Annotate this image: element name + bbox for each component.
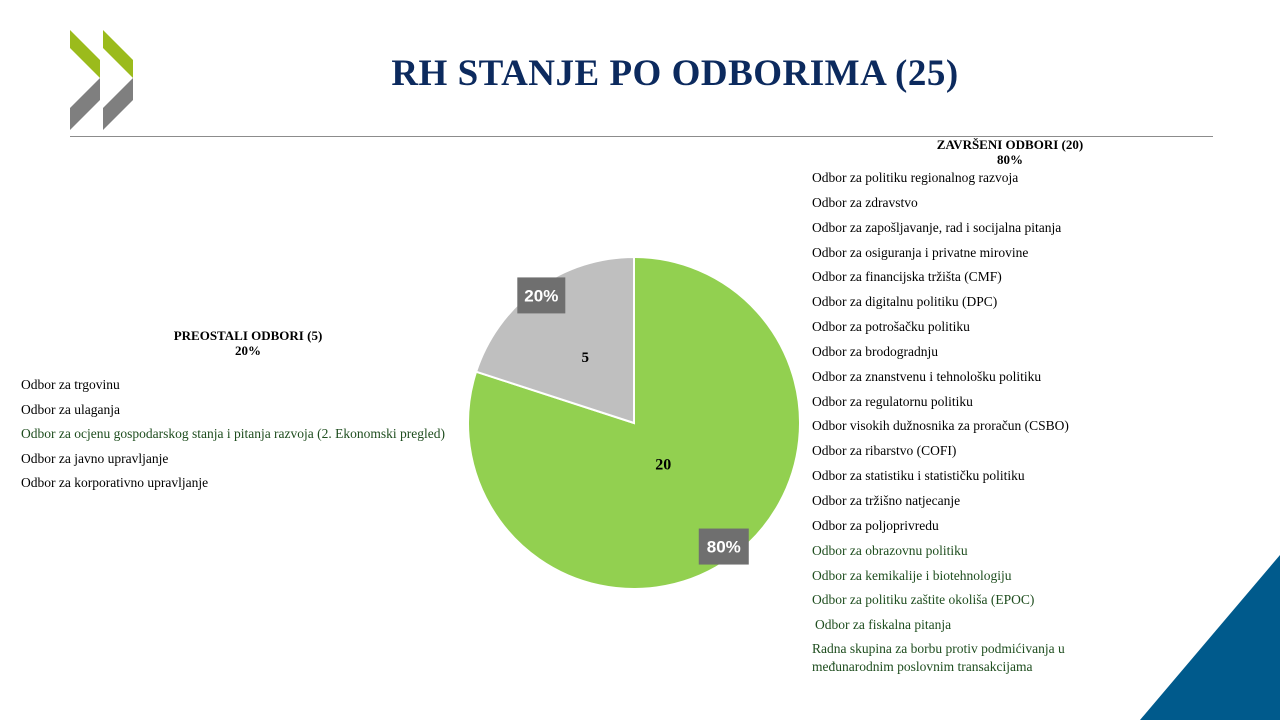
list-item: Odbor za znanstvenu i tehnološku politiku	[812, 368, 1042, 384]
corner-decoration	[1140, 555, 1280, 720]
remaining-heading-label: PREOSTALI ODBORI (5)	[173, 328, 323, 343]
list-item: Odbor za fiskalna pitanja	[815, 617, 952, 633]
list-item: Odbor za regulatornu politiku	[812, 393, 973, 409]
list-item: Odbor visokih dužnosnika za proračun (CSBO)	[812, 418, 1069, 434]
list-item: Odbor za trgovinu	[21, 377, 120, 392]
list-item: Odbor za obrazovnu politiku	[812, 542, 968, 558]
remaining-heading-percent: 20%	[235, 343, 261, 358]
logo-chevron-gray-2	[103, 78, 133, 130]
pie-chart	[440, 235, 840, 615]
logo-chevron-gray-1	[70, 78, 100, 130]
list-item: Odbor za statistiku i statističku politiku	[812, 468, 1025, 484]
corner-triangle	[1140, 555, 1280, 720]
list-item: Odbor za potrošačku politiku	[812, 319, 970, 335]
list-item: Odbor za ribarstvo (COFI)	[812, 443, 957, 459]
list-item: Odbor za digitalnu politiku (DPC)	[812, 294, 998, 310]
list-item: Odbor za zapošljavanje, rad i socijalna pitanja	[812, 219, 1062, 235]
completed-heading-label: ZAVRŠENI ODBORI (20)	[936, 137, 1084, 152]
list-item: Odbor za financijska tržišta (CMF)	[812, 269, 1002, 285]
list-item: Odbor za zdravstvo	[812, 194, 918, 210]
list-item: Odbor za poljoprivredu	[812, 517, 939, 533]
remaining-heading	[118, 328, 378, 358]
pie-value-label-completed: 20	[655, 456, 672, 474]
logo-chevron-green-2	[103, 30, 133, 78]
list-item: Odbor za politiku zaštite okoliša (EPOC)	[812, 592, 1035, 608]
list-item: Odbor za brodogradnju	[812, 343, 938, 359]
list-item: Radna skupina za borbu protiv podmićivanja u međunarodnim poslovnim transakcijama	[812, 641, 1065, 675]
pie-percent-label-remaining: 20%	[524, 286, 559, 306]
remaining-list	[21, 376, 461, 499]
list-item: Odbor za ulaganja	[21, 401, 120, 417]
pie-percent-label-completed: 80%	[706, 537, 741, 557]
slide-title: RH STANJE PO ODBORIMA (25)	[391, 53, 959, 94]
logo-chevron-green-1	[70, 30, 100, 78]
completed-heading-percent: 80%	[997, 152, 1023, 167]
pie-value-label-remaining: 5	[581, 349, 589, 366]
list-item: Odbor za osiguranja i privatne mirovine	[812, 244, 1029, 260]
list-item: Odbor za korporativno upravljanje	[21, 475, 209, 490]
list-item: Odbor za politiku regionalnog razvoja	[812, 170, 1019, 185]
list-item: Odbor za tržišno natjecanje	[812, 492, 961, 508]
list-item: Odbor za kemikalije i biotehnologiju	[812, 567, 1012, 583]
list-item: Odbor za ocjenu gospodarskog stanja i pitanja razvoja (2. Ekonomski pregled)	[21, 426, 446, 441]
list-item: Odbor za javno upravljanje	[21, 450, 169, 466]
oecd-logo	[68, 30, 136, 130]
completed-list	[812, 168, 1142, 676]
completed-heading	[880, 137, 1140, 167]
